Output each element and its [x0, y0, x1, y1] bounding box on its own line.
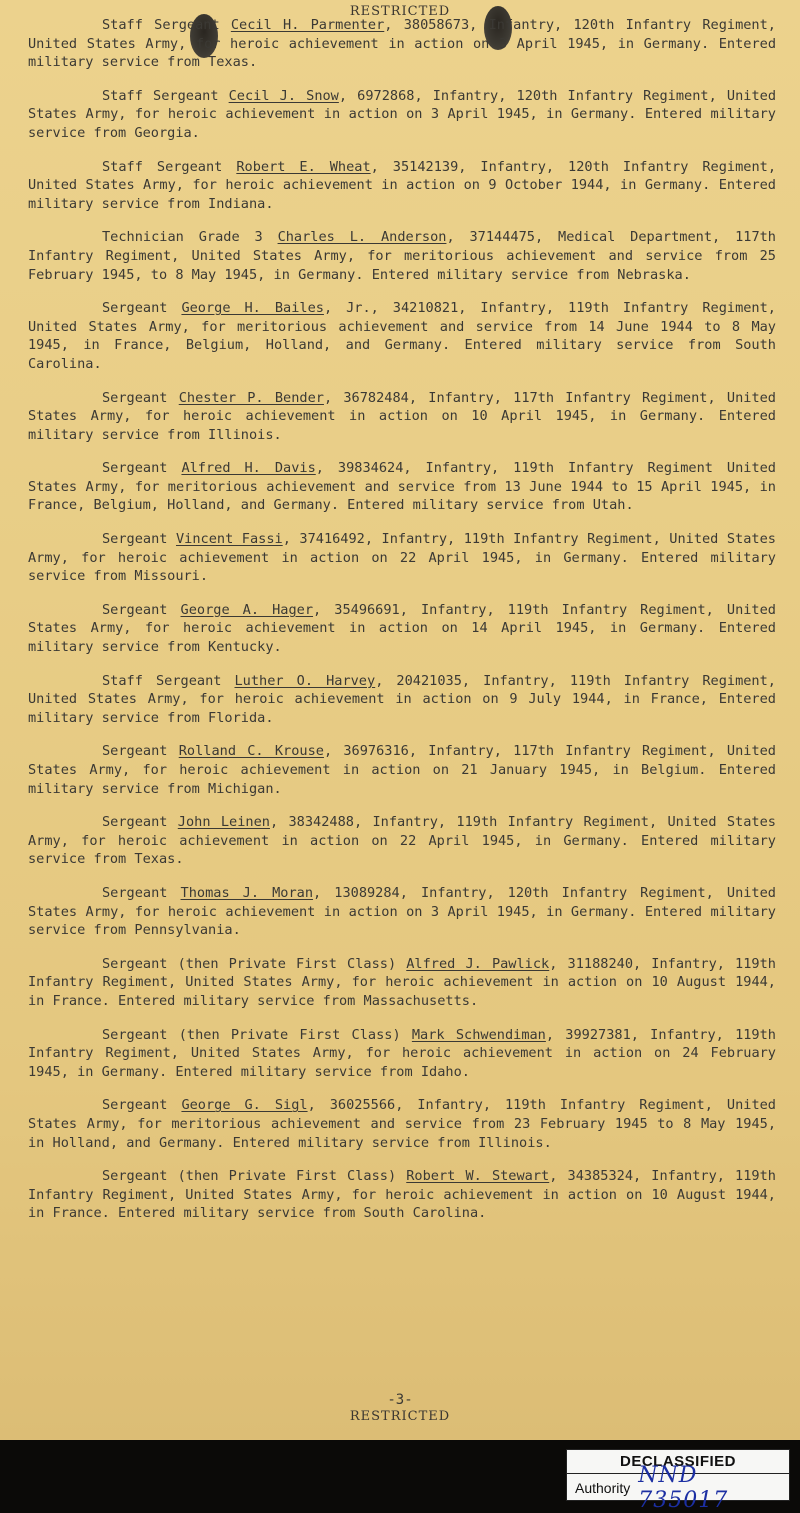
citation-rank: Staff Sergeant	[102, 158, 237, 175]
citation-entry	[28, 813, 776, 869]
citation-entry	[28, 1026, 776, 1082]
citation-details: , 35496691, Infantry, 119th Infantry Regiment, United States Army, for heroic achievement in action on 14 April 1945, in Germany. Entered military service from Kentucky.	[28, 601, 776, 656]
citation-soldier-name: Cecil H. Parmenter	[230, 17, 385, 33]
citation-soldier-name: Vincent Fassi	[175, 531, 283, 548]
citation-details: , 39834624, Infantry, 119th Infantry Regiment United States Army, for meritorious achievement and service from 13 June 1944 to 15 April 1945, in France, Belgium, Holland, and Germany. Entered military service from Utah.	[28, 460, 776, 514]
citation-entry	[28, 601, 776, 657]
citation-entry	[28, 389, 776, 445]
page-number: -3-	[387, 1392, 413, 1408]
citation-details: , 34385324, Infantry, 119th Infantry Regiment, United States Army, for heroic achievement in action on 10 August 1944, in France. Entered military service from South Carolina.	[28, 1168, 776, 1222]
citation-entry	[28, 228, 776, 284]
citation-soldier-name: John Leinen	[177, 814, 270, 831]
citation-rank: Sergeant	[102, 389, 179, 406]
citation-soldier-name: Thomas J. Moran	[180, 884, 314, 901]
citation-soldier-name: Rolland C. Krouse	[178, 743, 324, 760]
citation-rank: Sergeant	[102, 460, 182, 477]
classification-header: RESTRICTED	[349, 4, 451, 19]
citation-rank: Sergeant	[102, 531, 176, 548]
citation-details: , 38342488, Infantry, 119th Infantry Regiment, United States Army, for heroic achievement in action on 22 April 1945, in Germany. Entered military service from Texas.	[28, 814, 776, 868]
citation-entry	[28, 158, 776, 214]
citation-rank: Technician Grade 3	[102, 229, 278, 246]
citation-rank: Staff Sergeant	[102, 17, 231, 33]
stamp-authority-row	[567, 1463, 789, 1513]
stamp-authority-value: NND 735017	[638, 1463, 729, 1513]
citation-rank: Sergeant	[102, 300, 182, 317]
citation-rank: Staff Sergeant	[102, 672, 235, 689]
citation-details: , 35142139, Infantry, 120th Infantry Regiment, United States Army, for heroic achievement in action on 9 October 1944, in Germany. Entered military service from Indiana.	[28, 158, 777, 212]
citation-rank: Sergeant	[102, 743, 179, 760]
citation-rank: Sergeant	[102, 601, 181, 618]
citation-soldier-name: Alfred H. Davis	[181, 460, 316, 477]
citation-soldier-name: George G. Sigl	[181, 1097, 308, 1114]
citation-details: , 36976316, Infantry, 117th Infantry Regiment, United States Army, for heroic achievement in action on 21 January 1945, in Belgium. Entered military service from Michigan.	[28, 743, 776, 797]
citation-details: , 37416492, Infantry, 119th Infantry Regiment, United States Army, for heroic achievement in action on 22 April 1945, in Germany. Entered military service from Missouri.	[28, 531, 776, 585]
citation-details: , 13089284, Infantry, 120th Infantry Regiment, United States Army, for heroic achievement in action on 3 April 1945, in Germany. Entered military service from Pennsylvania.	[28, 884, 776, 939]
citation-soldier-name: Robert E. Wheat	[236, 158, 371, 175]
citation-details: , 38058673, Infantry, 120th Infantry Regiment, United States Army, for heroic achievement in action on 3 April 1945, in Germany. Entered military service from Texas.	[28, 17, 776, 71]
citation-soldier-name: Mark Schwendiman	[411, 1026, 546, 1043]
citation-details: , 37144475, Medical Department, 117th Infantry Regiment, United States Army, for meritorious achievement and service from 25 February 1945, to 8 May 1945, in Germany. Entered military service from Nebraska.	[28, 229, 776, 283]
citation-entry	[28, 1096, 776, 1152]
stamp-title: DECLASSIFIED	[567, 1450, 789, 1474]
citation-soldier-name: Alfred J. Pawlick	[406, 955, 550, 972]
citation-rank: Sergeant (then Private First Class)	[102, 1168, 407, 1185]
citation-entry	[28, 459, 776, 515]
classification-footer: RESTRICTED	[349, 1409, 451, 1424]
citation-entry	[28, 884, 776, 940]
citation-details: , 6972868, Infantry, 120th Infantry Regiment, United States Army, for heroic achievement in action on 3 April 1945, in Germany. Entered military service from Georgia.	[28, 87, 776, 141]
citation-soldier-name: Luther O. Harvey	[234, 672, 376, 689]
citation-entry	[28, 742, 776, 798]
citation-entry	[28, 87, 776, 143]
citation-rank: Staff Sergeant	[102, 87, 229, 104]
citation-entry	[28, 16, 776, 72]
citation-rank: Sergeant (then Private First Class)	[102, 955, 407, 972]
declassified-stamp	[566, 1449, 790, 1513]
citation-details: , 31188240, Infantry, 119th Infantry Regiment, United States Army, for heroic achievement in action on 10 August 1944, in France. Entered military service from Massachusetts.	[28, 955, 776, 1009]
citation-rank: Sergeant	[102, 1097, 182, 1114]
citation-details: , 36025566, Infantry, 119th Infantry Regiment, United States Army, for meritorious achievement and service from 23 February 1945 to 8 May 1945, in Holland, and Germany. Entered military service from Illinois.	[28, 1097, 776, 1151]
stamp-authority-label: Authority	[575, 1480, 631, 1496]
citation-list	[28, 16, 776, 1238]
citation-rank: Sergeant	[102, 884, 181, 901]
citation-soldier-name: George H. Bailes	[181, 300, 324, 317]
citation-rank: Sergeant (then Private First Class)	[102, 1026, 412, 1043]
citation-soldier-name: Cecil J. Snow	[228, 87, 339, 104]
citation-details: , Jr., 34210821, Infantry, 119th Infantry Regiment, United States Army, for meritorious achievement and service from 14 June 1944 to 8 May 1945, in France, Belgium, Holland, and Germany. Entered military service from South Carolina.	[28, 300, 776, 372]
citation-entry	[28, 299, 776, 373]
citation-details: , 20421035, Infantry, 119th Infantry Regiment, United States Army, for heroic achievement in action on 9 July 1944, in France, Entered military service from Florida.	[28, 672, 776, 726]
citation-soldier-name: Chester P. Bender	[178, 389, 324, 406]
citation-entry	[28, 955, 776, 1011]
citation-soldier-name: George A. Hager	[180, 601, 314, 618]
citation-entry	[28, 530, 776, 586]
citation-details: , 39927381, Infantry, 119th Infantry Regiment, United States Army, for heroic achievement in action on 24 February 1945, in Germany. Entered military service from Idaho.	[28, 1026, 776, 1080]
citation-details: , 36782484, Infantry, 117th Infantry Regiment, United States Army, for heroic achievement in action on 10 April 1945, in Germany. Entered military service from Illinois.	[28, 389, 776, 443]
citation-entry	[28, 672, 776, 728]
citation-rank: Sergeant	[102, 814, 178, 831]
citation-soldier-name: Charles L. Anderson	[277, 229, 447, 246]
citation-entry	[28, 1167, 776, 1223]
citation-soldier-name: Robert W. Stewart	[406, 1168, 550, 1185]
